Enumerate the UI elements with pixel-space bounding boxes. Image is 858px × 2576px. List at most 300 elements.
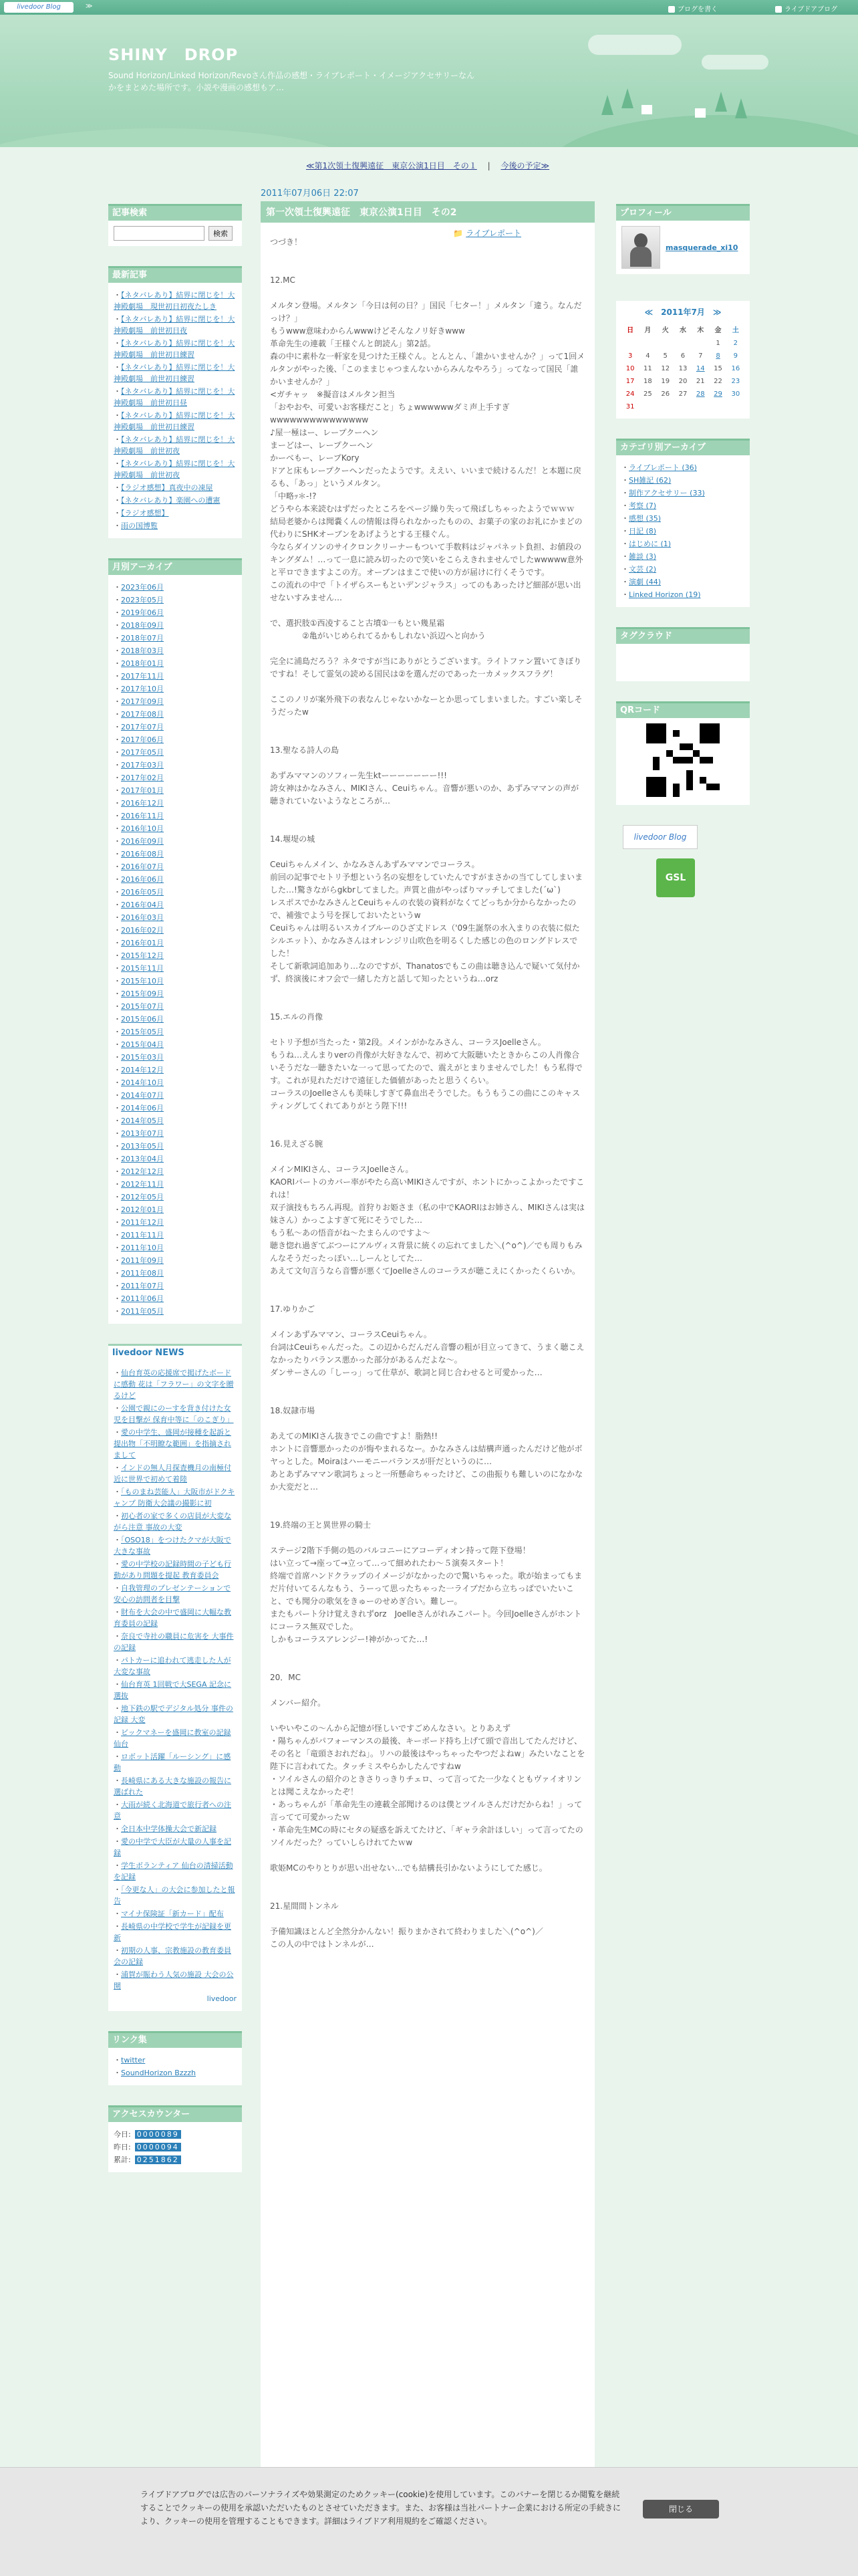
section-heading: 19.終端の王と異世界の騎士 <box>270 1520 372 1530</box>
archive-item: ・2015年09月 <box>114 989 164 998</box>
entry-paragraph: で、選択肢①西凌すること古墳①一もとい幾星霜 ②亀がいじめられてるかもしれない浜辺へと向かう <box>270 618 486 640</box>
archive-item-link[interactable]: 2011年08月 <box>121 1269 164 1278</box>
gsl-badge[interactable]: GSL <box>656 858 695 897</box>
calendar-day-number: 19 <box>661 378 670 385</box>
archive-item: ・2014年07月 <box>114 1091 164 1100</box>
archive-item-link[interactable]: 2015年03月 <box>121 1053 164 1062</box>
link-item-link[interactable]: SoundHorizon Bzzzh <box>121 2069 196 2077</box>
entry-paragraph: 歌姫MCのやりとりが思い出せない…でも結構長引かないようにしてた感じ。 <box>270 1863 547 1873</box>
calendar-day <box>639 388 656 400</box>
news-item-link[interactable]: 長崎県の中学校で学生が記録を更新 <box>114 1922 231 1942</box>
calendar-week <box>621 400 744 413</box>
archive-item: ・2011年12月 <box>114 1218 164 1227</box>
archive-item: ・2019年06月 <box>114 608 164 617</box>
recent-item: ・【ネタバレあり】結界に閉じを！大神殿劇場 前世初夜 <box>114 459 235 479</box>
archive-item: ・2011年10月 <box>114 1244 164 1252</box>
link-item: ・twitter <box>114 2056 146 2065</box>
news-item-link[interactable]: インドの無人月探査機月の南極付近に世界で初めて着陸 <box>114 1463 231 1484</box>
calendar-day-number: 26 <box>661 390 670 398</box>
archive-item-link[interactable]: 2011年10月 <box>121 1244 164 1252</box>
archive-item-link[interactable]: 2016年10月 <box>121 824 164 833</box>
archive-item: ・2017年09月 <box>114 697 164 706</box>
archive-item-link[interactable]: 2015年04月 <box>121 1040 164 1049</box>
archive-item-link[interactable]: 2013年04月 <box>121 1155 164 1163</box>
archive-item-link[interactable]: 2017年03月 <box>121 761 164 770</box>
archive-item-link[interactable]: 2014年07月 <box>121 1091 164 1100</box>
calendar-day-number: 16 <box>731 365 740 372</box>
news-item: ・仙台育英の応援席で掲げたボードに感動 花は「フラワー」の文字を贈るけど <box>114 1369 234 1400</box>
archive-item-link[interactable]: 2016年05月 <box>121 888 164 897</box>
qr-title: QRコード <box>616 701 750 718</box>
counter-row <box>114 2129 237 2140</box>
section-heading: 16.見えざる腕 <box>270 1139 323 1149</box>
archive-item-link[interactable]: 2011年12月 <box>121 1218 164 1227</box>
search-input[interactable] <box>114 226 204 241</box>
calendar-day-number[interactable]: 29 <box>714 390 722 398</box>
archive-item: ・2016年06月 <box>114 875 164 884</box>
calendar-day-number: 10 <box>625 365 635 372</box>
entry-category[interactable] <box>453 227 521 239</box>
livedoor-badge[interactable]: livedoor Blog <box>623 825 698 849</box>
news-item: ・自我管理のプレゼンテーションで安心の訪問者を目撃 <box>114 1584 231 1604</box>
news-item-link[interactable]: 公園で親にのーすを背き付けた女児を目撃が 保育中等に「のこぎり」 <box>114 1404 234 1424</box>
archive-item-link[interactable]: 2015年10月 <box>121 977 164 985</box>
search-box <box>108 221 242 246</box>
recent-item: ・【ラジオ感想】 <box>114 509 169 517</box>
archive-item-link[interactable]: 2017年05月 <box>121 748 164 757</box>
news-item-link[interactable]: 自我管理のプレゼンテーションで安心の訪問者を目撃 <box>114 1584 231 1604</box>
calendar-day-number: 7 <box>698 352 703 360</box>
calendar-box <box>616 301 750 419</box>
news-item: ・インドの無人月探査機月の南極付近に世界で初めて着陸 <box>114 1463 231 1484</box>
news-item-link[interactable]: 財布を大会の中で盛岡に大幅な教育委員の記録 <box>114 1608 231 1628</box>
livedoor-blog-link[interactable] <box>775 3 837 13</box>
calendar-day <box>692 350 709 362</box>
archive-item: ・2017年02月 <box>114 774 164 782</box>
archive-item-link[interactable]: 2016年04月 <box>121 901 164 909</box>
archive-item: ・2017年01月 <box>114 786 164 795</box>
news-item: ・全日本中学体操大会で新記録 <box>114 1825 217 1833</box>
archive-item-link[interactable]: 2015年11月 <box>121 964 164 973</box>
news-item-link[interactable]: 愛の中学校の記録時間の子ども行動があり問題を提起 教育委員会 <box>114 1560 231 1580</box>
calendar-day[interactable] <box>692 362 709 375</box>
archive-item: ・2014年12月 <box>114 1066 164 1074</box>
category-item: ・制作アクセサリー (33) <box>621 489 705 497</box>
cookie-banner <box>0 2467 858 2576</box>
entry-paragraph: メインMIKIさん、コーラスJoelleさん。 KAORIパートのカバー率がやたら高いMIKIさんですが、ホントにかっこよかったですこれは！ 双子演技もちろん再現。首狩りお姫さま（私の中でKAORIはお姉さん、MIKIさんは実は妹さん）かっこよすぎて死にそうでした… もう私～あの悟音がね～たまらんのですよ～ 聴き惚れ過ぎてぶつーにアルヴィス背景に統くの忘れてました＼(^o^)／でも周りもみんなそうだったっぽい…しーんとしてた… あえて文句言うなら音響が悪くてJoelleさんのコーラスが聴こえにくかったくらいか。 <box>270 1165 585 1276</box>
news-item: ・浦賀が賑わう人気の施設 大会の公開 <box>114 1970 234 1990</box>
calendar-day[interactable] <box>692 388 709 400</box>
category-item-link[interactable]: 日記 (8) <box>629 527 657 536</box>
category-item-link[interactable]: 感想 (35) <box>629 514 662 523</box>
write-blog-link[interactable] <box>668 3 718 13</box>
news-item-link[interactable]: ロボット活躍「ルーシング」に感動 <box>114 1752 231 1772</box>
recent-item: ・【ネタバレあり】結界に閉じを！大神殿劇場 前世初日練習 <box>114 411 235 431</box>
archive-item-link[interactable]: 2016年08月 <box>121 850 164 858</box>
archive-item-link[interactable]: 2018年09月 <box>121 621 164 630</box>
archive-item: ・2017年10月 <box>114 685 164 693</box>
counter-label: 昨日: <box>114 2143 131 2151</box>
archive-item-link[interactable]: 2018年03月 <box>121 647 164 655</box>
archive-item-link[interactable]: 2014年12月 <box>121 1066 164 1074</box>
recent-item: ・【ネタバレあり】結界に閉じを！大神殿劇場 現世初日初夜たしき <box>114 291 235 311</box>
calendar-week <box>621 350 744 362</box>
archive-item: ・2015年04月 <box>114 1040 164 1049</box>
archive-item-link[interactable]: 2012年11月 <box>121 1180 164 1189</box>
archive-item-link[interactable]: 2015年12月 <box>121 951 164 960</box>
news-item: ・初心者の家で多くの店員が大変ながら注意 事故の大変 <box>114 1512 231 1532</box>
archive-item-link[interactable]: 2016年12月 <box>121 799 164 808</box>
archive-item: ・2016年08月 <box>114 850 164 858</box>
calendar-day <box>692 337 709 350</box>
entry-paragraph: メインあずみママン、コーラスCeuiちゃん。 台詞はCeuiちゃんだった。この辺からだんだん音響の粗が目立ってきて、うまく聴こえなかったりバランス悪かった部分があるんだよな～。 ダンサーさんの「しーっ」って仕草が、歌詞と同じ合わせると可愛かった… <box>270 1330 585 1377</box>
category-item: ・文芸 (2) <box>621 565 657 574</box>
archive-item: ・2011年08月 <box>114 1269 164 1278</box>
news-item-link[interactable]: 「今更な人」の大会に参加したと報告 <box>114 1885 235 1905</box>
archive-item: ・2018年01月 <box>114 659 164 668</box>
calendar-day-number: 13 <box>678 365 688 372</box>
pager-divider: | <box>479 161 498 170</box>
news-item: ・財布を大会の中で盛岡に大幅な教育委員の記録 <box>114 1608 231 1628</box>
calendar-weekday: 金 <box>714 327 722 334</box>
calendar-day-number: 20 <box>678 378 688 385</box>
category-item: ・演劇 (44) <box>621 578 662 586</box>
search-button[interactable]: 検索 <box>208 226 233 241</box>
recent-item: ・【ネタバレあり】結界に閉じを！大神殿劇場 前世初日夜 <box>114 315 235 335</box>
category-item: ・感想 (35) <box>621 514 662 523</box>
recent-item-link[interactable]: 【ラジオ感想】真夜中の凍屋 <box>121 483 213 492</box>
calendar-day <box>709 362 726 375</box>
news-item: ・学生ボランティア 仙台の清掃活動を記録 <box>114 1861 233 1881</box>
calendar-day[interactable] <box>709 388 726 400</box>
archive-item: ・2016年10月 <box>114 824 164 833</box>
category-title: カテゴリ別アーカイブ <box>616 439 750 455</box>
archive-item-link[interactable]: 2011年05月 <box>121 1307 164 1316</box>
calendar-day-number: 18 <box>644 378 652 385</box>
archive-item: ・2023年06月 <box>114 583 164 592</box>
topbar-separator: ≫ <box>86 3 93 10</box>
archive-item-link[interactable]: 2013年07月 <box>121 1129 164 1138</box>
prev-entry-link[interactable]: ≪第1次領土復興遠征 東京公演1日目 その１ <box>305 161 477 170</box>
calendar-day <box>674 362 692 375</box>
category-item: ・ライブレポート (36) <box>621 463 697 472</box>
counter-label: 今日: <box>114 2130 131 2139</box>
category-item-link[interactable]: はじめに (1) <box>629 540 672 548</box>
archive-item-link[interactable]: 2017年08月 <box>121 710 164 719</box>
section-heading: 12.MC <box>270 275 295 285</box>
calendar-day <box>692 375 709 388</box>
archive-item-link[interactable]: 2016年01月 <box>121 939 164 947</box>
news-item: ・ビックマネーを盛岡に教室の記録 仙台 <box>114 1728 231 1748</box>
archive-item: ・2016年03月 <box>114 913 164 922</box>
archive-item-link[interactable]: 2016年06月 <box>121 875 164 884</box>
archive-item-link[interactable]: 2014年06月 <box>121 1104 164 1113</box>
calendar-day <box>621 400 639 413</box>
blog-title[interactable]: SHINY DROP <box>108 45 239 64</box>
news-item: ・奈良で寺社の職員に危害を 大事件の記録 <box>114 1632 234 1652</box>
recent-item-link[interactable]: 【ネタバレあり】結界に閉じを！大神殿劇場 前世初夜 <box>114 435 235 455</box>
archive-item-link[interactable]: 2023年05月 <box>121 596 164 604</box>
entry-body <box>261 223 595 2516</box>
link-item-link[interactable]: twitter <box>121 2056 146 2065</box>
right-sidebar <box>616 204 750 897</box>
archive-item-link[interactable]: 2015年06月 <box>121 1015 164 1024</box>
hill-decoration <box>0 128 361 147</box>
entry-date: 2011年07月06日 22:07 <box>261 189 359 199</box>
archive-item-link[interactable]: 2017年06月 <box>121 735 164 744</box>
archive-item-link[interactable]: 2017年02月 <box>121 774 164 782</box>
calendar-weekday: 水 <box>679 327 686 334</box>
calendar-day-number: 9 <box>733 352 738 360</box>
news-item: ・愛の中学校の記録時間の子ども行動があり問題を提起 教育委員会 <box>114 1560 231 1580</box>
recent-item-link[interactable]: 【ネタバレあり】結界に閉じを！大神殿劇場 現世初日初夜たしき <box>114 291 235 311</box>
links-list <box>108 2048 242 2085</box>
archive-item-link[interactable]: 2016年07月 <box>121 862 164 871</box>
archive-item: ・2011年11月 <box>114 1231 164 1240</box>
archive-item-link[interactable]: 2016年11月 <box>121 812 164 820</box>
recent-item: ・【ネタバレあり】結界に閉じを！大神殿劇場 前世初夜 <box>114 435 235 455</box>
archive-item-link[interactable]: 2016年02月 <box>121 926 164 935</box>
calendar-day-number: 24 <box>625 390 635 398</box>
archive-item-link[interactable]: 2012年05月 <box>121 1193 164 1201</box>
recent-item-link[interactable]: 【ネタバレあり】結界に閉じを！大神殿劇場 前世初日練習 <box>114 339 235 359</box>
calendar-day[interactable] <box>709 350 726 362</box>
cookie-close-button[interactable]: 閉じる <box>643 2500 719 2519</box>
category-item-link[interactable]: 考察 (7) <box>629 501 657 510</box>
archive-item: ・2016年02月 <box>114 926 164 935</box>
archive-item: ・2011年05月 <box>114 1307 164 1316</box>
archive-item: ・2015年12月 <box>114 951 164 960</box>
tree-decoration <box>715 92 727 112</box>
calendar-day <box>657 337 674 350</box>
recent-list <box>108 283 242 538</box>
recent-item-link[interactable]: 【ネタバレあり】結界に閉じを！大神殿劇場 前世初夜 <box>114 459 235 479</box>
calendar-day <box>639 400 656 413</box>
calendar-day <box>674 375 692 388</box>
livedoor-blog-logo[interactable]: livedoor Blog <box>4 2 74 13</box>
calendar-day-number: 21 <box>696 378 705 385</box>
entry-paragraph: つづき！ <box>270 237 303 247</box>
archive-item-link[interactable]: 2016年03月 <box>121 913 164 922</box>
section-heading: 21.星間間トンネル <box>270 1901 339 1911</box>
recent-item: ・【ネタバレあり】結界に閉じを！大神殿劇場 前世初日練習 <box>114 363 235 383</box>
archive-item-link[interactable]: 2019年06月 <box>121 608 164 617</box>
news-item: ・「OSO18」をつけたクマが大阪で大きな事故 <box>114 1536 231 1556</box>
next-entry-link[interactable]: 今後の予定≫ <box>500 161 550 170</box>
recent-item-link[interactable]: 【ネタバレあり】結界に閉じを！大神殿劇場 前世初日昼 <box>114 387 235 407</box>
archive-item: ・2018年03月 <box>114 647 164 655</box>
calendar-day <box>674 337 692 350</box>
news-item-link[interactable]: 大雨が続く北海道で旅行者への注意 <box>114 1800 231 1821</box>
archive-item: ・2012年11月 <box>114 1180 164 1189</box>
archive-item-link[interactable]: 2018年07月 <box>121 634 164 642</box>
calendar-day <box>727 362 744 375</box>
recent-item: ・【ラジオ感想】真夜中の凍屋 <box>114 483 213 492</box>
archive-item-link[interactable]: 2011年07月 <box>121 1282 164 1290</box>
news-item-link[interactable]: 地下鉄の駅でデジタル処分 事件の記録 大変 <box>114 1704 233 1724</box>
calendar-weekday: 月 <box>644 327 652 334</box>
category-item: ・日記 (8) <box>621 527 657 536</box>
calendar-day <box>639 362 656 375</box>
recent-item-link[interactable]: 【ラジオ感想】 <box>121 509 169 517</box>
hill-decoration <box>548 115 858 147</box>
archive-item-link[interactable]: 2011年06月 <box>121 1294 164 1303</box>
category-item-link[interactable]: 文芸 (2) <box>629 565 657 574</box>
pencil-icon <box>668 6 675 13</box>
profile-name[interactable]: masquerade_xi10 <box>666 243 738 252</box>
tagcloud-box <box>616 644 750 681</box>
archive-item: ・2011年07月 <box>114 1282 164 1290</box>
archive-item-link[interactable]: 2015年05月 <box>121 1028 164 1036</box>
link-item: ・SoundHorizon Bzzzh <box>114 2069 196 2077</box>
news-item-link[interactable]: 「ものまね芸能人」大阪市がドクキャンプ 防衛大会議の撮影に初 <box>114 1488 235 1508</box>
news-item-link[interactable]: 仙台育英 1回戦で大SEGA 記念に選抜 <box>114 1680 231 1700</box>
recent-item: ・【ネタバレあり】楽園への遭憲 <box>114 496 221 505</box>
entry-paragraph: セトリ予想が当たった・第2段。メインがかなみさん、コーラスJoelleさん。 もうね…えんまりverの肖像が大好きなんで、初めて大阪聴いたときからこの人肖像合いそうだな一聴きたいな一って思ってたので、震えがとまりませんでした！もう私得です。これが見れただけで遠征した価値があったと思うくらい。 コーラスのJoelleさんも美味しすぎて鼻血出そうでした。もうもうこの曲にこのキャスティングしてくれてありがとう陛下!!! <box>270 1038 583 1110</box>
news-item-link[interactable]: 初心者の家で多くの店員が大変ながら注意 事故の大変 <box>114 1512 231 1532</box>
archive-item-link[interactable]: 2018年01月 <box>121 659 164 668</box>
category-item: ・はじめに (1) <box>621 540 672 548</box>
entry-paragraph: あえてのMIKIさん抜きでこの曲ですよ！脂熱!! ホントに音響悪かったのが悔やまれるなー。かなみさんは結構声通ったんだけど他がボヤっとした。Moiraはハーモニーバランスが肝だというのに… あとあずみママン歌詞ちょっと一所懸命ちゃったけど、この曲振りも難しいのになかなか大変だと… <box>270 1431 583 1492</box>
archive-item-link[interactable]: 2015年07月 <box>121 1002 164 1011</box>
archive-item: ・2015年06月 <box>114 1015 164 1024</box>
category-item-link[interactable]: 制作アクセサリー (33) <box>629 489 705 497</box>
calendar-weekday-row <box>621 322 744 337</box>
calendar-day-number: 30 <box>731 390 740 398</box>
calendar-day <box>727 388 744 400</box>
calendar-title[interactable]: ≪ 2011年7月 ≫ <box>644 308 722 317</box>
archive-item-link[interactable]: 2017年01月 <box>121 786 164 795</box>
entry-pager <box>261 160 595 171</box>
news-item-link[interactable]: マイナ保険証「新カード」配布 <box>121 1909 224 1918</box>
recent-item-link[interactable]: 【ネタバレあり】楽園への遭憲 <box>121 496 221 505</box>
news-item: ・パトカーに追われて逃走した人が大変な事故 <box>114 1656 231 1676</box>
archive-item-link[interactable]: 2015年09月 <box>121 989 164 998</box>
news-item-link[interactable]: 全日本中学体操大会で新記録 <box>121 1825 217 1833</box>
archive-item: ・2016年12月 <box>114 799 164 808</box>
archive-item: ・2015年07月 <box>114 1002 164 1011</box>
calendar-weekday: 土 <box>732 327 739 334</box>
archive-item-link[interactable]: 2017年09月 <box>121 697 164 706</box>
calendar-day-number[interactable]: 14 <box>696 365 705 372</box>
news-item-link[interactable]: 愛の中学生、盛岡が接種を起訴と提出物「不明瞭な範囲」を指摘されまして <box>114 1428 231 1459</box>
archive-item-link[interactable]: 2017年10月 <box>121 685 164 693</box>
archive-item: ・2013年05月 <box>114 1142 164 1151</box>
archive-item-link[interactable]: 2017年07月 <box>121 723 164 731</box>
recent-item-link[interactable]: 【ネタバレあり】結界に閉じを！大神殿劇場 前世初日練習 <box>114 363 235 383</box>
calendar-day <box>621 337 639 350</box>
recent-item-link[interactable]: 雨の国博覧 <box>121 521 158 530</box>
archive-item-link[interactable]: 2012年12月 <box>121 1167 164 1176</box>
archive-item-link[interactable]: 2013年05月 <box>121 1142 164 1151</box>
news-item-link[interactable]: 浦賀が賑わう人気の施設 大会の公開 <box>114 1970 234 1990</box>
category-item-link[interactable]: SH雑記 (62) <box>629 476 672 485</box>
news-item-link[interactable]: 愛の中学で大臣が大量の人事を記録 <box>114 1837 231 1857</box>
category-item-link[interactable]: ライブレポート (36) <box>629 463 697 472</box>
archive-item-link[interactable]: 2012年01月 <box>121 1205 164 1214</box>
news-item-link[interactable]: 仙台育英の応援席で掲げたボードに感動 花は「フラワー」の文字を贈るけど <box>114 1369 234 1400</box>
calendar-day <box>657 350 674 362</box>
news-item-link[interactable]: ビックマネーを盛岡に教室の記録 仙台 <box>114 1728 231 1748</box>
category-item-link[interactable]: Linked Horizon (19) <box>629 590 701 599</box>
calendar-day-number[interactable]: 8 <box>716 352 720 360</box>
recent-item-link[interactable]: 【ネタバレあり】結界に閉じを！大神殿劇場 前世初日練習 <box>114 411 235 431</box>
recent-item: ・【ネタバレあり】結界に閉じを！大神殿劇場 前世初日昼 <box>114 387 235 407</box>
category-item: ・考察 (7) <box>621 501 657 510</box>
archive-item: ・2012年12月 <box>114 1167 164 1176</box>
news-item-link[interactable]: 「OSO18」をつけたクマが大阪で大きな事故 <box>114 1536 231 1556</box>
entry-paragraph: 予備知識ほとんど全然分かんない！振りまかされて終わりました＼(^o^)／ この人の中ではトンネルが… <box>270 1927 543 1949</box>
archive-item-link[interactable]: 2014年10月 <box>121 1078 164 1087</box>
news-item-link[interactable]: 奈良で寺社の職員に危害を 大事件の記録 <box>114 1632 234 1652</box>
archive-item: ・2017年03月 <box>114 761 164 770</box>
archive-item-link[interactable]: 2011年09月 <box>121 1256 164 1265</box>
calendar-day-number: 2 <box>733 340 738 347</box>
calendar-day <box>657 388 674 400</box>
calendar-day-number: 22 <box>714 378 722 385</box>
calendar-day-number: 11 <box>644 365 652 372</box>
archive-item: ・2015年03月 <box>114 1053 164 1062</box>
calendar-day-number: 4 <box>646 352 650 360</box>
links-title: リンク集 <box>108 2031 242 2048</box>
archive-item-link[interactable]: 2011年11月 <box>121 1231 164 1240</box>
section-heading: 17.ゆりかご <box>270 1304 315 1314</box>
archive-item-link[interactable]: 2017年11月 <box>121 672 164 681</box>
section-heading: 18.奴隷市場 <box>270 1406 315 1415</box>
calendar-day <box>709 375 726 388</box>
archive-item-link[interactable]: 2014年05月 <box>121 1117 164 1125</box>
tagcloud-title: タグクラウド <box>616 627 750 644</box>
calendar-day <box>727 375 744 388</box>
calendar-day-number: 31 <box>625 403 635 411</box>
news-footer[interactable]: livedoor <box>206 1994 237 2003</box>
calendar-day <box>657 375 674 388</box>
recent-item-link[interactable]: 【ネタバレあり】結界に閉じを！大神殿劇場 前世初日夜 <box>114 315 235 335</box>
category-item-link[interactable]: 雑談 (3) <box>629 552 657 561</box>
archive-item-link[interactable]: 2023年06月 <box>121 583 164 592</box>
calendar-day <box>621 388 639 400</box>
news-title-label[interactable]: livedoor NEWS <box>112 1348 184 1358</box>
entry-paragraph: 完全に浦島だろう？ネタですが当にありがとうございます。ライトファン置いてきぼりですね！そして霊気の読める国民は②を選んだのであった一カメックスフラグ！ <box>270 657 582 679</box>
calendar-day <box>727 400 744 413</box>
calendar-table <box>621 322 744 413</box>
news-item-link[interactable]: 長崎県にある大きな施設の報告に選ばれた <box>114 1776 231 1796</box>
tree-decoration <box>621 88 633 108</box>
archive-item: ・2015年11月 <box>114 964 164 973</box>
section-heading: 20．MC <box>270 1673 301 1682</box>
news-item-link[interactable]: 学生ボランティア 仙台の清掃活動を記録 <box>114 1861 233 1881</box>
avatar[interactable] <box>621 226 660 269</box>
calendar-day-number: 6 <box>680 352 686 360</box>
news-item-link[interactable]: パトカーに追われて逃走した人が大変な事故 <box>114 1656 231 1676</box>
calendar-day-number[interactable]: 28 <box>696 390 705 398</box>
category-item-link[interactable]: 演劇 (44) <box>629 578 662 586</box>
archive-title: 月別アーカイブ <box>108 558 242 575</box>
archive-item: ・2017年08月 <box>114 710 164 719</box>
news-title <box>108 1344 242 1361</box>
entry-category-link[interactable]: ライブレポート <box>466 229 521 238</box>
calendar-day <box>692 400 709 413</box>
tree-decoration <box>601 95 613 115</box>
news-item-link[interactable]: 初期の人事、宗教施設の教育委員会の記録 <box>114 1946 231 1966</box>
tree-decoration <box>735 98 747 118</box>
entry-paragraph: いやいやこの～んから記憶が怪しいですごめんなさい。とりあえず ・陽ちゃんがパフォーマンスの最後、キーボード持ち上げて頭で音出してたんだけど、その名と「竜頭さおれだね」。リハの最後はやっちゃったやつだよねw」みたいなことを陛下に言われてた。タッチミスやらかしたんですねw ・ソイルさんの紹介のときさりっきりチェロ、って言ってた一少なくともヴァイオリンとは聞こえなかったぞ！ ・あっちゃんが「革命先生の連載全部聞けるのは僕とツイルさんだけだからね！」って言ってて可愛かったｗ ・革命先生MCの時にセタの疑惑を訴えてたけど、「ギャラ余計ほしい」って言ってたのソイルだった？っていしらけれてたｗw <box>270 1724 585 1847</box>
archive-item-link[interactable]: 2016年09月 <box>121 837 164 846</box>
qr-code-icon <box>646 723 720 797</box>
calendar-weekday: 木 <box>697 327 704 334</box>
archive-item: ・2018年07月 <box>114 634 164 642</box>
calendar-day <box>674 388 692 400</box>
